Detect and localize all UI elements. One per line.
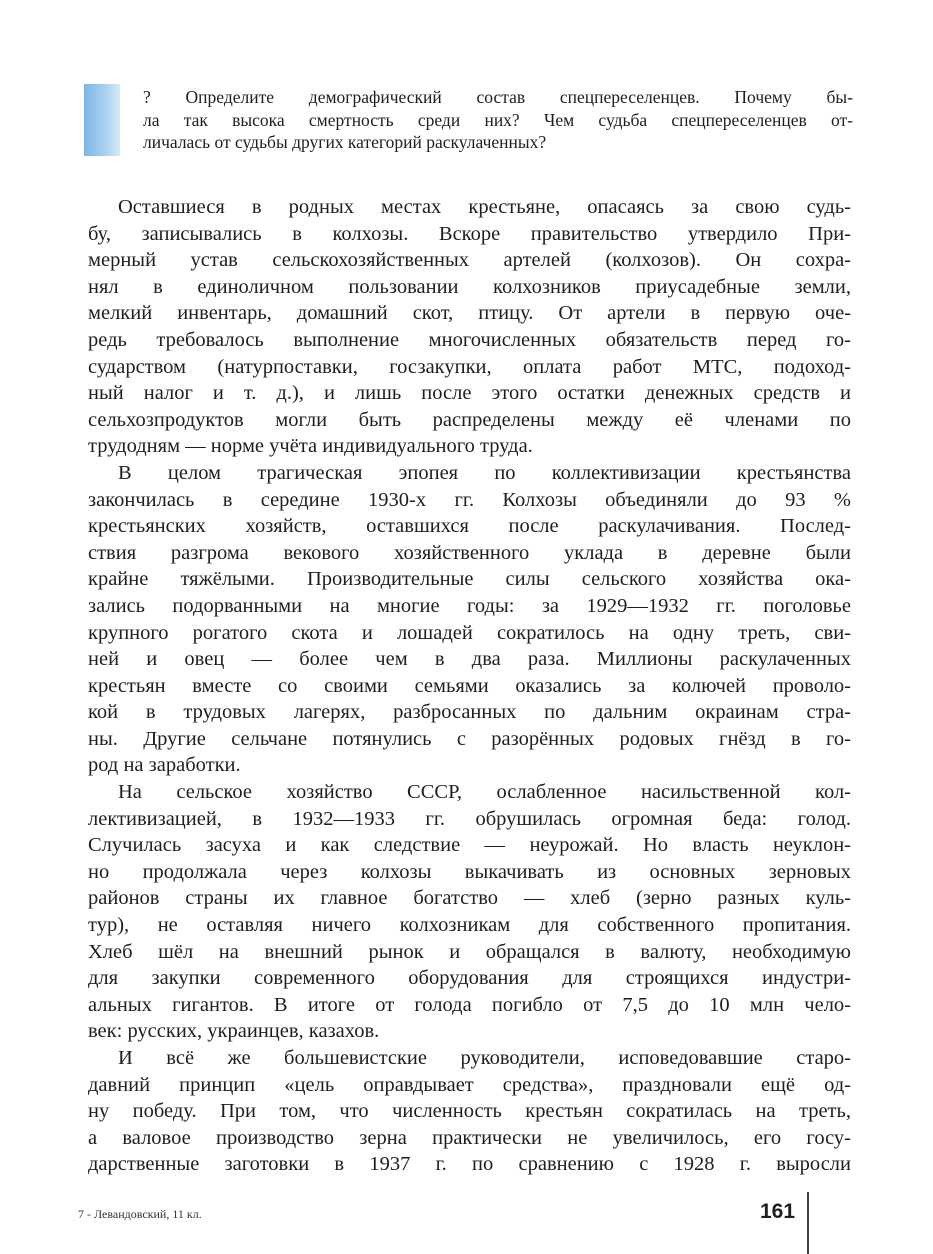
text-line: зались подорванными на многие годы: за 1929—1932 гг. поголовье (88, 594, 851, 617)
text-line: ны. Другие сельчане потянулись с разорённых родовых гнёзд в го- (88, 727, 851, 750)
text-line: районов страны их главное богатство — хлеб (зерно разных куль- (88, 887, 851, 910)
text-line: сельхозпродуктов могли быть распределены между её членами по (88, 408, 851, 431)
main-text (88, 194, 851, 1178)
text-line: ный налог и т. д.), и лишь после этого остатки денежных средств и (88, 382, 851, 405)
text-line: Оставшиеся в родных местах крестьяне, опасаясь за свою судь- (118, 196, 851, 218)
text-line: закончилась в середине 1930-х гг. Колхозы объединяли до 93 % (88, 488, 851, 511)
text-line: мерный устав сельскохозяйственных артелей (колхозов). Он сохра- (88, 249, 851, 272)
text-line: лективизацией, в 1932—1933 гг. обрушилась огромная беда: голод. (88, 807, 851, 830)
text-line: род на заработки. (88, 754, 241, 777)
question-line: личалась от судьбы других категорий раскулаченных? (143, 132, 547, 152)
question-line: ? Определите демографический состав спецпереселенцев. Почему бы- (143, 87, 853, 107)
text-line: редь требовалось выполнение многочисленных обязательств перед го- (88, 328, 851, 351)
question-line: ла так высока смертность среди них? Чем судьба спецпереселенцев от- (143, 109, 853, 130)
text-line: крестьянских хозяйств, оставшихся после раскулачивания. Послед- (88, 515, 851, 538)
paragraph (88, 194, 851, 460)
text-line: нял в единоличном пользовании колхозников приусадебные земли, (88, 275, 851, 298)
text-line: бу, записывались в колхозы. Вскоре правительство утвердило При- (88, 222, 851, 245)
text-line: давний принцип «цель оправдывает средства», праздновали ещё од- (88, 1073, 851, 1096)
text-line: На сельское хозяйство СССР, ослабленное насильственной кол- (118, 781, 851, 804)
text-line: для закупки современного оборудования для строящихся индустри- (88, 967, 851, 990)
text-line: трудодням — норме учёта индивидуального труда. (88, 435, 533, 458)
text-line: В целом трагическая эпопея по коллективизации крестьянства (118, 461, 851, 484)
text-line: а валовое производство зерна практически не увеличилось, его госу- (88, 1126, 851, 1149)
paragraph (88, 460, 851, 779)
text-line: ней и овец — более чем в два раза. Миллионы раскулаченных (88, 648, 851, 671)
text-line: крестьян вместе со своими семьями оказались за колючей проволо- (88, 674, 851, 697)
footer-signature: 7 - Левандовский, 11 кл. (78, 1207, 202, 1221)
text-line: тур), не оставляя ничего колхозникам для собственного пропитания. (88, 914, 851, 937)
text-line: ствия разгрома векового хозяйственного уклада в деревне были (88, 541, 851, 564)
page-edge-rule (807, 1192, 809, 1254)
text-line: крайне тяжёлыми. Производительные силы сельского хозяйства ока- (88, 568, 851, 591)
text-line: ну победу. При том, что численность крестьян сократилась на треть, (88, 1100, 851, 1123)
text-line: век: русских, украинцев, казахов. (88, 1020, 380, 1043)
text-line: крупного рогатого скота и лошадей сократилось на одну треть, сви- (88, 621, 851, 644)
text-line: но продолжала через колхозы выкачивать из основных зерновых (88, 860, 851, 883)
text-line: сударством (натурпоставки, госзакупки, оплата работ МТС, подоход- (88, 355, 851, 378)
text-line: дарственные заготовки в 1937 г. по сравнению с 1928 г. выросли (88, 1153, 851, 1176)
text-line: кой в трудовых лагерях, разбросанных по дальним окраинам стра- (88, 701, 851, 724)
page-number: 161 (760, 1200, 796, 1223)
paragraph (88, 779, 851, 1045)
text-line: Случилась засуха и как следствие — неурожай. Но власть неуклон- (88, 834, 851, 857)
question-marker-icon (84, 84, 120, 156)
text-line: И всё же большевистские руководители, исповедовавшие старо- (118, 1047, 851, 1069)
text-line: альных гигантов. В итоге от голода погибло от 7,5 до 10 млн чело- (88, 993, 851, 1016)
paragraph (88, 1045, 851, 1178)
text-line: Хлеб шёл на внешний рынок и обращался в валюту, необходимую (88, 940, 851, 963)
text-line: мелкий инвентарь, домашний скот, птицу. От артели в первую оче- (88, 302, 851, 325)
review-question (143, 86, 853, 154)
